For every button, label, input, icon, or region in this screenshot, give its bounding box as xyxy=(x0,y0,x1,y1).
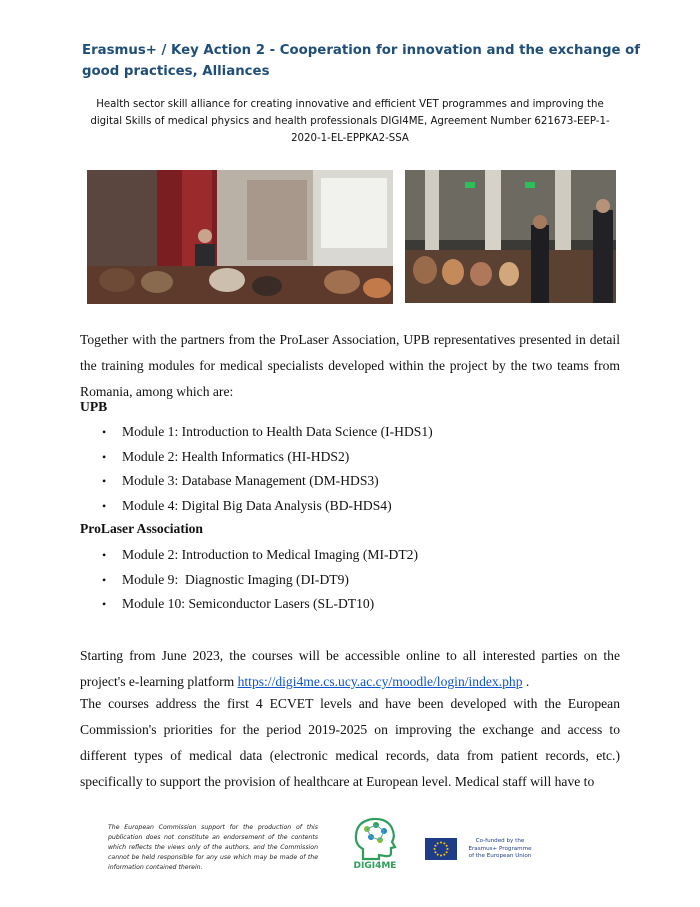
list-item xyxy=(100,570,418,595)
module-label: Module 4: Digital Big Data Analysis (BD-HDS4) xyxy=(122,497,392,513)
module-label: Module 2: Health Informatics (HI-HDS2) xyxy=(122,448,350,464)
eu-cofunded-text xyxy=(460,838,540,861)
list-item xyxy=(100,422,433,447)
presentation-photo-speaker xyxy=(87,170,393,304)
eu-flag-icon xyxy=(425,838,457,860)
list-item xyxy=(100,447,433,472)
list-item xyxy=(100,471,433,496)
bullet-icon: • xyxy=(102,548,107,562)
list-item xyxy=(100,594,418,619)
digi4me-logo xyxy=(345,815,405,877)
bullet-icon: • xyxy=(102,449,107,464)
courses-text: Starting from June 2023, the courses will be accessible online to all interested parties on the project's e-learning platform xyxy=(80,648,620,689)
eu-text-line: of the European Union xyxy=(468,853,532,859)
bullet-icon: • xyxy=(102,572,107,587)
upb-heading: UPB xyxy=(80,399,108,414)
module-label: Module 1: Introduction to Health Data Science (I-HDS1) xyxy=(122,424,433,439)
eu-text-line: Erasmus+ Programme xyxy=(468,845,532,852)
eu-text-line: Co-funded by the xyxy=(475,838,525,844)
module-label: Module 3: Database Management (DM-HDS3) xyxy=(122,473,379,488)
bullet-icon: • xyxy=(102,498,107,513)
presentation-photo-audience xyxy=(405,170,616,303)
list-item xyxy=(100,545,418,570)
prolaser-module-list xyxy=(100,545,418,619)
module-label: Module 10: Semiconductor Lasers (SL-DT10) xyxy=(122,596,375,611)
module-label: Module 2: Introduction to Medical Imaging (MI-DT2) xyxy=(122,547,418,562)
bullet-icon: • xyxy=(102,425,107,439)
digi4me-head-icon xyxy=(345,815,405,861)
bullet-icon: • xyxy=(102,474,107,488)
module-label: Module 9: Diagnostic Imaging (DI-DT9) xyxy=(122,571,349,587)
ec-disclaimer: The European Commission support for the production of this publication does not constitute an endorsement of the contents which reflects the views only of the authors, and the Commission cannot be held responsible for any use which may be made of the information contained therein. xyxy=(108,824,318,871)
elearning-platform-link[interactable]: https://digi4me.cs.ucy.ac.cy/moodle/login/index.php xyxy=(237,674,523,689)
list-item xyxy=(100,496,433,521)
courses-paragraph xyxy=(80,643,620,695)
intro-paragraph: Together with the partners from the ProLaser Association, UPB representatives presented in detail the training modules for medical specialists developed within the project by the two teams from Romania, among which are: xyxy=(80,332,620,399)
courses-text-end: . xyxy=(522,674,530,689)
ecvet-paragraph: The courses address the first 4 ECVET levels and have been developed with the European Commission's priorities for the period 2019-2025 on improving the exchange and access to different types of medical data (electronic medical records, data from patient records, etc.) specifically to support the provision of healthcare at European level. Medical staff will have to xyxy=(80,696,620,789)
prolaser-heading: ProLaser Association xyxy=(80,521,203,536)
bullet-icon: • xyxy=(102,597,107,611)
page-title: Erasmus+ / Key Action 2 - Cooperation for innovation and the exchange of good practices, Alliances xyxy=(82,43,641,79)
digi4me-logo-text: DIGI4ME xyxy=(353,861,397,871)
project-subtitle: Health sector skill alliance for creating innovative and efficient VET programmes and improving the digital Skills of medical physics and health professionals DIGI4ME, Agreement Number 621673-EEP-1-2020-1-EL-EPPKA2-SSA xyxy=(90,99,610,144)
upb-module-list xyxy=(100,422,433,520)
